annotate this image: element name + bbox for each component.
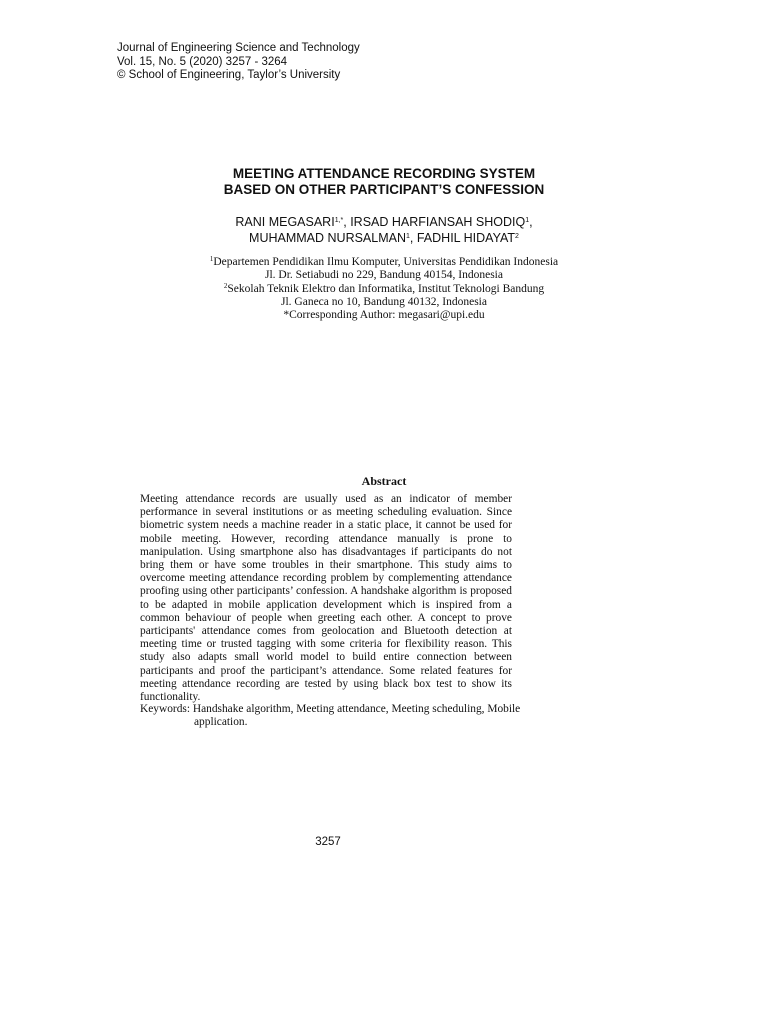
affiliations <box>0 256 768 322</box>
corresponding-author: *Corresponding Author: megasari@upi.edu <box>283 309 485 322</box>
author-affiliation-mark: 1 <box>406 233 410 240</box>
affiliation-name: Departemen Pendidikan Ilmu Komputer, Universitas Pendidikan Indonesia <box>213 256 559 268</box>
page-number: 3257 <box>315 836 341 848</box>
authors-line-2: MUHAMMAD NURSALMAN$^1$, FADHIL HIDAYAT$^2$ <box>249 231 519 245</box>
author-name: RANI MEGASARI <box>235 215 335 229</box>
author-name: MUHAMMAD NURSALMAN <box>249 231 406 245</box>
keywords-line-2: application. <box>194 716 248 729</box>
author-affiliation-mark: 2 <box>515 233 519 240</box>
paper-title <box>0 166 768 198</box>
affiliation-1-name <box>0 256 768 269</box>
affiliation-2-name <box>0 283 768 296</box>
keywords-text: Handshake algorithm, Meeting attendance, Meeting scheduling, Mobile <box>192 703 521 715</box>
author-affiliation-mark: 1,* <box>334 217 344 224</box>
keywords-label: Keywords: <box>140 703 190 715</box>
keywords-line-1 <box>140 703 520 716</box>
author-name: FADHIL HIDAYAT <box>416 231 516 245</box>
title-line-2: BASED ON OTHER PARTICIPANT’S CONFESSION <box>223 182 545 197</box>
affiliation-name: Sekolah Teknik Elektro dan Informatika, Institut Teknologi Bandung <box>227 282 545 295</box>
abstract-heading: Abstract <box>361 474 407 488</box>
author-affiliation-mark: 1 <box>525 217 530 224</box>
author-name: IRSAD HARFIANSAH SHODIQ <box>350 215 526 229</box>
affiliation-2-address: Jl. Ganeca no 10, Bandung 40132, Indonesia <box>280 295 487 308</box>
journal-volume: Vol. 15, No. 5 (2020) 3257 - 3264 <box>117 55 288 68</box>
abstract-text: Meeting attendance records are usually used as an indicator of member performance in several institutions or as meeting scheduling evaluation. Since biometric system needs a machine reader in a static place, it cannot be used for mobile meeting. However, recording attendance manually is prone to manipulation. Using smartphone also has disadvantages if participants do not bring them or have some troubles in their smartphone. This study aims to overcome meeting attendance recording problem by complementing attendance proofing using other participants’ confession. A handshake algorithm is proposed to be adapted in mobile application development which is inspired from a common behaviour of people when greeting each other. A concept to prove participants' attendance comes from geolocation and Bluetooth detection at meeting time or trusted tagging with some criteria for flexibility reason. This study also adapts small world model to build entire connection between participants and proof the participant’s attendance. Some related features for meeting attendance recording are tested by using black box test to show its functionality. <box>140 493 512 704</box>
journal-header <box>117 42 360 83</box>
affiliation-mark: 1 <box>209 255 214 263</box>
keywords <box>140 703 520 729</box>
authors-line-1: RANI $MEGASARI^{1,*}$, IRSAD HARFIANSAH SHODIQ$^1$, <box>235 215 533 229</box>
journal-copyright: © School of Engineering, Taylor’s University <box>117 69 341 81</box>
affiliation-1-address: Jl. Dr. Setiabudi no 229, Bandung 40154, Indonesia <box>265 269 503 282</box>
affiliation-mark: 2 <box>223 281 228 290</box>
author-list <box>0 214 768 246</box>
journal-name: Journal of Engineering Science and Technology <box>117 42 360 54</box>
title-line-1: MEETING ATTENDANCE RECORDING SYSTEM <box>232 166 536 181</box>
